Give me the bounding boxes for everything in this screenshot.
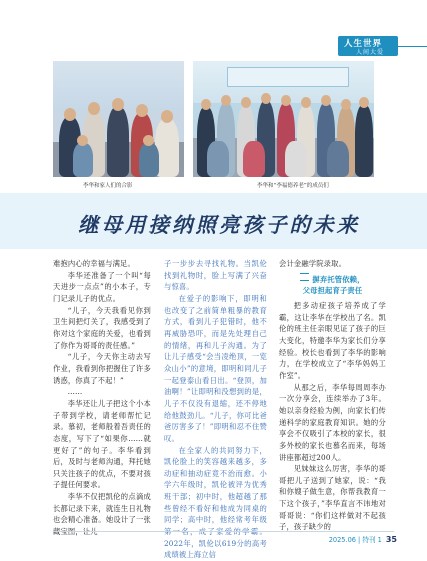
page-footer xyxy=(329,534,397,544)
badge-rule xyxy=(398,46,427,47)
section-subtitle: 人间大爱 xyxy=(356,47,384,56)
text-column-3 xyxy=(279,258,386,533)
paragraph: 在爱子的影响下，即明和也改变了之前简单粗暴的教育方式，看到儿子犯错时，他不再威胁恐吓，而是先处理自己的情绪，再和儿子沟通。为了让儿子感受“会当凌绝顶，一览众山小”的意境，即明和同儿子一起登泰山看日出。“登顶，加油啊！”让即明和没想到的是，儿子不仅没有退缩，还不停地给他鼓劲儿。“儿子，你可比爸爸厉害多了！”即明和忍不住赞叹。 xyxy=(164,293,267,445)
paragraph: 在全家人的共同努力下，凯伦脸上的笑容越来越多，多动症和抽动症竟不治而愈。小学六年级时，凯伦被评为优秀班干部；初中时，他超越了那些曾经不看好和他成为同桌的同学；高中时，他经常考年级 2022年，凯伦以619分的高考成绩被上海立信 xyxy=(164,445,267,561)
paragraph: 见妹妹这么厉害，李华的哥哥把儿子送到了她家，说：“我和你嫂子做生意，你帮我教育一下这个孩子，”李华直言不讳地对哥哥说：“你们这样做对不起孩子，孩子缺少的 xyxy=(279,463,386,533)
photo-caption-left: 李华和家人们的合影 xyxy=(83,181,133,189)
section-badge xyxy=(338,36,398,56)
group-photo xyxy=(193,61,374,177)
paragraph: 难抱内心的幸福与满足。 xyxy=(53,258,151,270)
paragraph: 会计金融学院录取。 xyxy=(279,258,386,270)
paragraph: 李华还准备了一个叫“每天进步一点点”的小本子，专门记录儿子的优点。 xyxy=(53,270,151,305)
paragraph: 李华还让儿子把这个小本子带到学校，请老师帮忙记录。慕初，老师般着吾责任的态度，写下了“如果你……就更好了”的句子。李华看到后，及时与老师沟通，拜托她只关注孩子的优点，不要对孩子提任何要求。 xyxy=(53,398,151,491)
article-headline: 继母用接纳照亮孩子的未来 xyxy=(14,208,424,238)
paragraph: “儿子，今天你主动去写作业，我看到你把握住了许多诱惑，你真了不起！” xyxy=(53,351,151,386)
paragraph: 子一步步去寻找礼物。当凯伦找到礼物时，脸上写满了兴奋与惊喜。 xyxy=(164,258,267,293)
stage-banner xyxy=(227,67,349,87)
family-photo xyxy=(53,61,184,177)
paragraph: 从那之后，李华每周周李办一次分享会，连续举办了3年。她以亲身经验为例，向家长们传递科学的家庭教育知识。她的分享会不仅吸引了本校的家长，很多外校的家长也慕名而来，每场讲座都超过200人。 xyxy=(279,382,386,464)
subheading-line-1: 摒弃托管依赖， xyxy=(279,273,386,286)
page-number: 35 xyxy=(386,535,397,544)
issue-label: 2025.06 | 特刊 1 xyxy=(329,536,382,544)
paragraph: 李华不仅把凯伦的点滴成长都记录下来，就连生日礼物也会精心准备。她设计了一张 xyxy=(53,491,151,538)
subheading-line-2: 父母担起育子责任 xyxy=(279,285,386,297)
footer-rule xyxy=(53,531,394,532)
paragraph: 把多动症孩子培养成了学霸，这让李华在学校出了名。凯伦的班主任亲眼见证了孩子的巨大变化，特邀李华为家长们分享经验。校长也看到了李华的影响力，在学校成立了“李华妈妈工作室”。 xyxy=(279,300,386,382)
paragraph: …… xyxy=(53,386,151,398)
photo-caption-right: 李华和“李福德养老”的成员们 xyxy=(257,181,329,189)
subheading-icon xyxy=(300,273,309,281)
text-column-2 xyxy=(164,258,267,561)
section-title: 人生世界 xyxy=(344,37,382,49)
paragraph: “儿子，今天我看见你到卫生间把灯关了，我感受到了你对这个家庭的关爱，也看到了你作为哥哥的责任感。” xyxy=(53,305,151,352)
text-column-1 xyxy=(53,258,151,538)
